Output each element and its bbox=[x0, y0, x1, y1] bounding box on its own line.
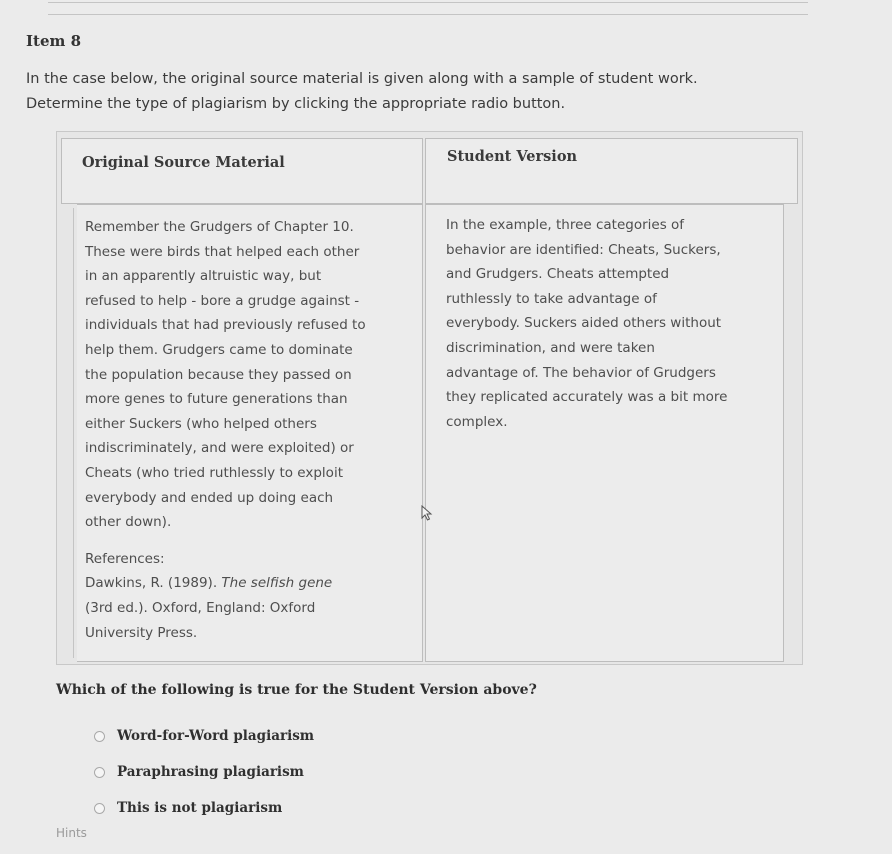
top-divider-secondary bbox=[48, 14, 808, 15]
original-line: more genes to future generations than bbox=[85, 391, 348, 408]
student-version-text bbox=[446, 213, 780, 434]
original-line: refused to help - bore a grudge against - bbox=[85, 292, 360, 309]
student-line: they replicated accurately was a bit more bbox=[446, 389, 728, 406]
original-line: either Suckers (who helped others bbox=[85, 415, 317, 432]
reference-author: Dawkins, R. (1989). bbox=[85, 575, 222, 592]
answer-options bbox=[94, 718, 314, 826]
original-source-text bbox=[85, 215, 417, 645]
radio-button[interactable] bbox=[94, 803, 105, 814]
student-line: advantage of. The behavior of Grudgers bbox=[446, 364, 716, 381]
original-line: Remember the Grudgers of Chapter 10. bbox=[85, 219, 354, 235]
header-student-label: Student Version bbox=[447, 148, 578, 165]
header-cell-original bbox=[61, 138, 423, 204]
option-word-for-word[interactable] bbox=[94, 718, 314, 754]
option-label[interactable]: Paraphrasing plagiarism bbox=[117, 764, 304, 780]
references bbox=[85, 547, 417, 645]
option-label[interactable]: This is not plagiarism bbox=[117, 800, 283, 816]
references-label: References: bbox=[85, 550, 165, 567]
original-line: in an apparently altruistic way, but bbox=[85, 268, 322, 285]
student-line: and Grudgers. Cheats attempted bbox=[446, 266, 670, 283]
reference-title: The selfish gene bbox=[221, 575, 333, 592]
comparison-table bbox=[56, 131, 803, 665]
original-line: the population because they passed on bbox=[85, 366, 352, 383]
original-source-cell bbox=[77, 204, 423, 662]
radio-button[interactable] bbox=[94, 731, 105, 742]
hints-link[interactable]: Hints bbox=[56, 826, 87, 840]
original-line: help them. Grudgers came to dominate bbox=[85, 341, 353, 358]
original-line: other down). bbox=[85, 514, 172, 531]
instructions-line: In the case below, the original source material is given along with a sample of student work. bbox=[26, 71, 698, 87]
item-title: Item 8 bbox=[26, 32, 82, 50]
student-version-cell bbox=[425, 204, 784, 662]
original-line: These were birds that helped each other bbox=[85, 243, 360, 260]
header-original-label: Original Source Material bbox=[82, 154, 285, 171]
student-line: everybody. Suckers aided others without bbox=[446, 315, 722, 332]
student-line: behavior are identified: Cheats, Suckers, bbox=[446, 241, 721, 258]
question-prompt: Which of the following is true for the Student Version above? bbox=[56, 682, 537, 698]
student-line: complex. bbox=[446, 413, 508, 430]
original-line: everybody and ended up doing each bbox=[85, 489, 334, 506]
reference-line-3: University Press. bbox=[85, 624, 198, 641]
top-divider bbox=[48, 2, 808, 3]
instructions-line: Determine the type of plagiarism by clicking the appropriate radio button. bbox=[26, 96, 566, 112]
reference-line-1 bbox=[85, 571, 417, 596]
option-not-plagiarism[interactable] bbox=[94, 790, 314, 826]
original-line: individuals that had previously refused to bbox=[85, 317, 366, 334]
table-inner-border bbox=[73, 208, 74, 658]
option-label[interactable]: Word-for-Word plagiarism bbox=[117, 728, 315, 744]
reference-line-2: (3rd ed.). Oxford, England: Oxford bbox=[85, 599, 316, 616]
option-paraphrasing[interactable] bbox=[94, 754, 314, 790]
radio-button[interactable] bbox=[94, 767, 105, 778]
header-cell-student bbox=[425, 138, 798, 204]
original-line: Cheats (who tried ruthlessly to exploit bbox=[85, 464, 343, 481]
instructions bbox=[26, 67, 846, 117]
student-line: discrimination, and were taken bbox=[446, 339, 655, 356]
student-line: In the example, three categories of bbox=[446, 217, 685, 233]
mouse-cursor-icon bbox=[421, 505, 433, 521]
student-line: ruthlessly to take advantage of bbox=[446, 290, 657, 307]
original-line: indiscriminately, and were exploited) or bbox=[85, 440, 354, 457]
